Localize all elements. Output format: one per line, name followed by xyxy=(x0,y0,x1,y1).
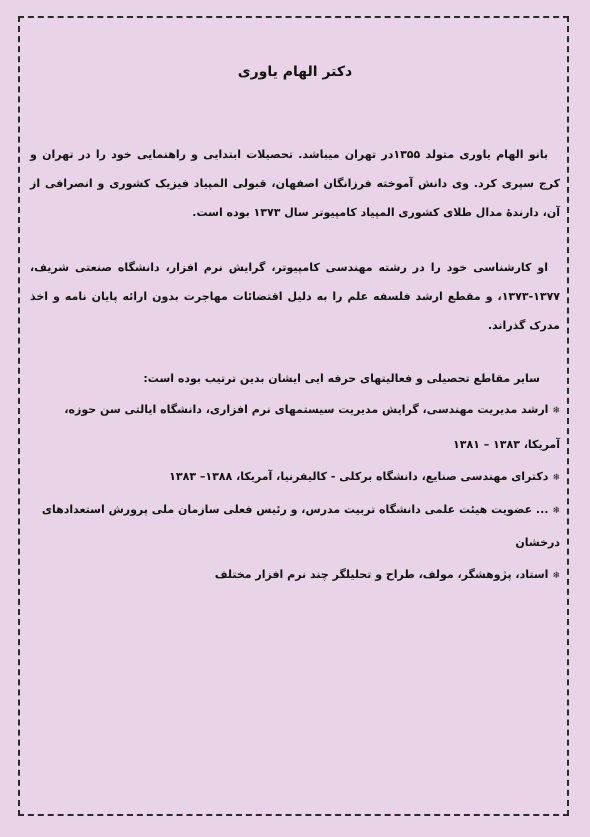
list-item xyxy=(30,494,560,559)
list-item-text: ... عضویت هیئت علمی دانشگاه تربیت مدرس، و رئیس فعلی سازمان ملی پرورش استعدادهای درخشان xyxy=(41,503,560,549)
list-item xyxy=(30,461,560,494)
list-item-text: استاد، پژوهشگر، مولف، طراح و تحلیلگر چند نرم افزار مختلف xyxy=(214,568,549,581)
snowflake-bullet-icon: ❄ xyxy=(552,473,560,483)
list-item xyxy=(30,393,560,461)
activities-list xyxy=(30,393,560,592)
list-item-text: ارشد مدیریت مهندسی، گرایش مدیریت سیستمهای نرم افزاری، دانشگاه ایالتی سن حوزه، آمریکا، ۱۳۸۳ – ۱۳۸۱ xyxy=(64,403,560,451)
page-title: دکتر الهام یاوری xyxy=(237,64,353,80)
snowflake-bullet-icon: ❄ xyxy=(552,506,560,516)
snowflake-bullet-icon: ❄ xyxy=(552,406,560,416)
education-paragraph: او کارشناسی خود را در رشته مهندسی کامپیوتر، گرایش نرم افزار، دانشگاه صنعتی شریف، ۱۳۷۷-۱۳۷۳، و مقطع ارشد فلسفه علم را به دلیل اقتضائات مهاجرت بدون ارائه پایان نامه و اخذ مدرک گذراند. xyxy=(30,261,560,332)
activities-intro: سایر مقاطع تحصیلی و فعالیتهای حرفه ایی ایشان بدین ترتیب بوده است: xyxy=(143,372,540,385)
list-item-text: دکترای مهندسی صنایع، دانشگاه برکلی - کالیفرنیا، آمریکا، ۱۳۸۸– ۱۳۸۳ xyxy=(169,470,549,483)
list-item xyxy=(30,559,560,592)
snowflake-bullet-icon: ❄ xyxy=(552,571,560,581)
document-body xyxy=(30,30,560,592)
biography-paragraph: بانو الهام یاوری متولد ۱۳۵۵در تهران میباشد. تحصیلات ابتدایی و راهنمایی خود را در تهران و کرج سپری کرد. وی دانش آموخته فرزانگان اصفهان، قبولی المپیاد فیزیک کشوری و انصرافی از آن، دارندهٔ مدال طلای کشوری المپیاد کامپیوتر سال ۱۳۷۳ بوده است. xyxy=(30,148,560,219)
